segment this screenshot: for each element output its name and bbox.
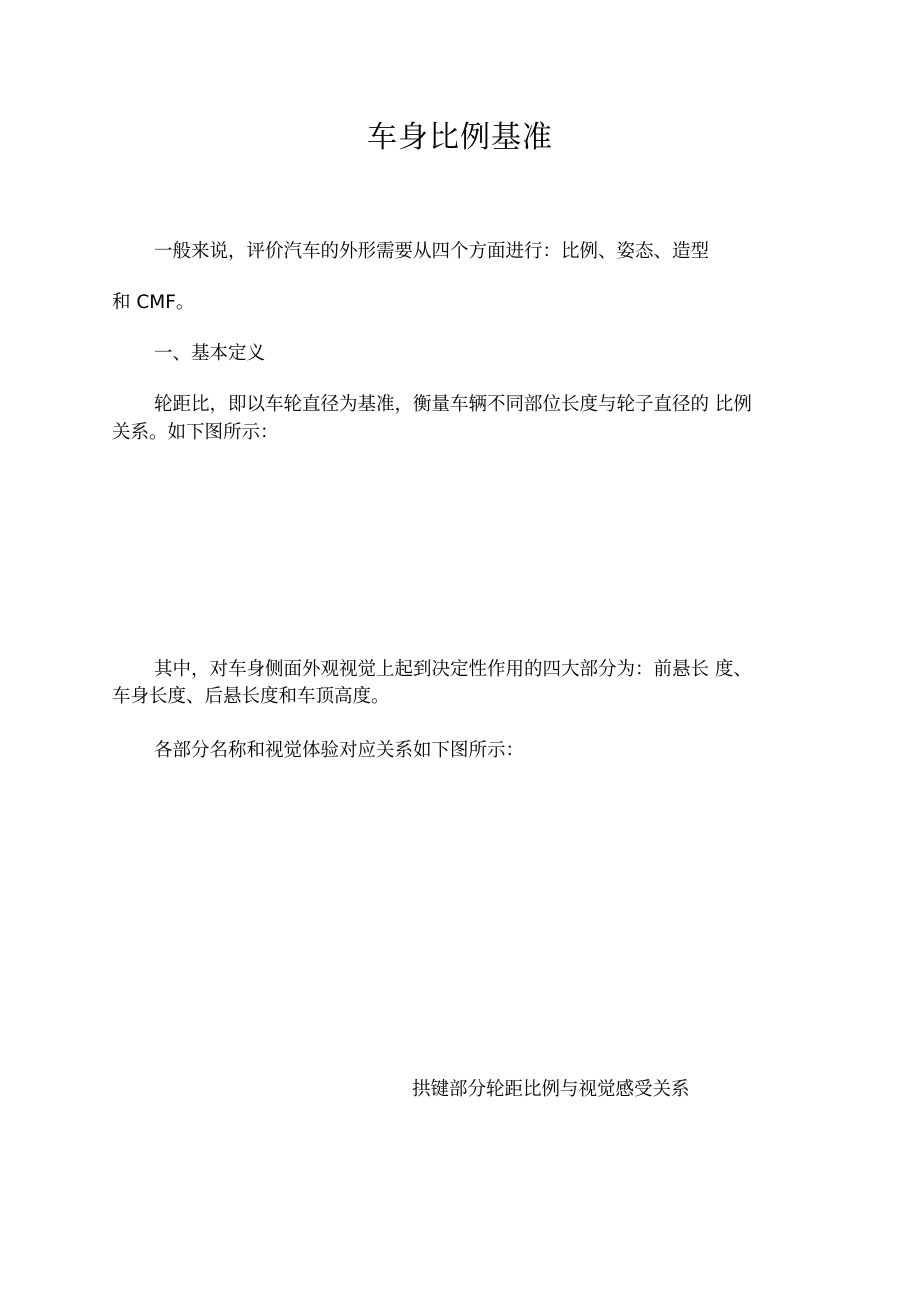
paragraph-parts-line2: 车身长度、后悬长度和车顶高度。 <box>112 686 390 707</box>
figure-caption: 拱键部分轮距比例与视觉感受关系 <box>412 1079 690 1100</box>
paragraph-definition-line2: 关系。如下图所示： <box>112 422 279 443</box>
paragraph-definition-line1: 轮距比，即以车轮直径为基准，衡量车辆不同部位长度与轮子直径的 比例 <box>154 394 752 415</box>
paragraph-intro-line1: 一般来说，评价汽车的外形需要从四个方面进行：比例、姿态、造型 <box>154 241 710 262</box>
figure-placeholder-1 <box>112 456 808 646</box>
paragraph-parts-line1: 其中，对车身侧面外观视觉上起到决定性作用的四大部分为：前悬长 度、 <box>154 659 752 680</box>
page-title: 车身比例基准 <box>367 120 553 155</box>
paragraph-intro-line2: 和 CMF。 <box>112 292 195 313</box>
paragraph-mapping: 各部分名称和视觉体验对应关系如下图所示： <box>154 740 525 761</box>
figure-placeholder-2 <box>112 775 808 1065</box>
section-heading: 一、基本定义 <box>154 343 266 364</box>
